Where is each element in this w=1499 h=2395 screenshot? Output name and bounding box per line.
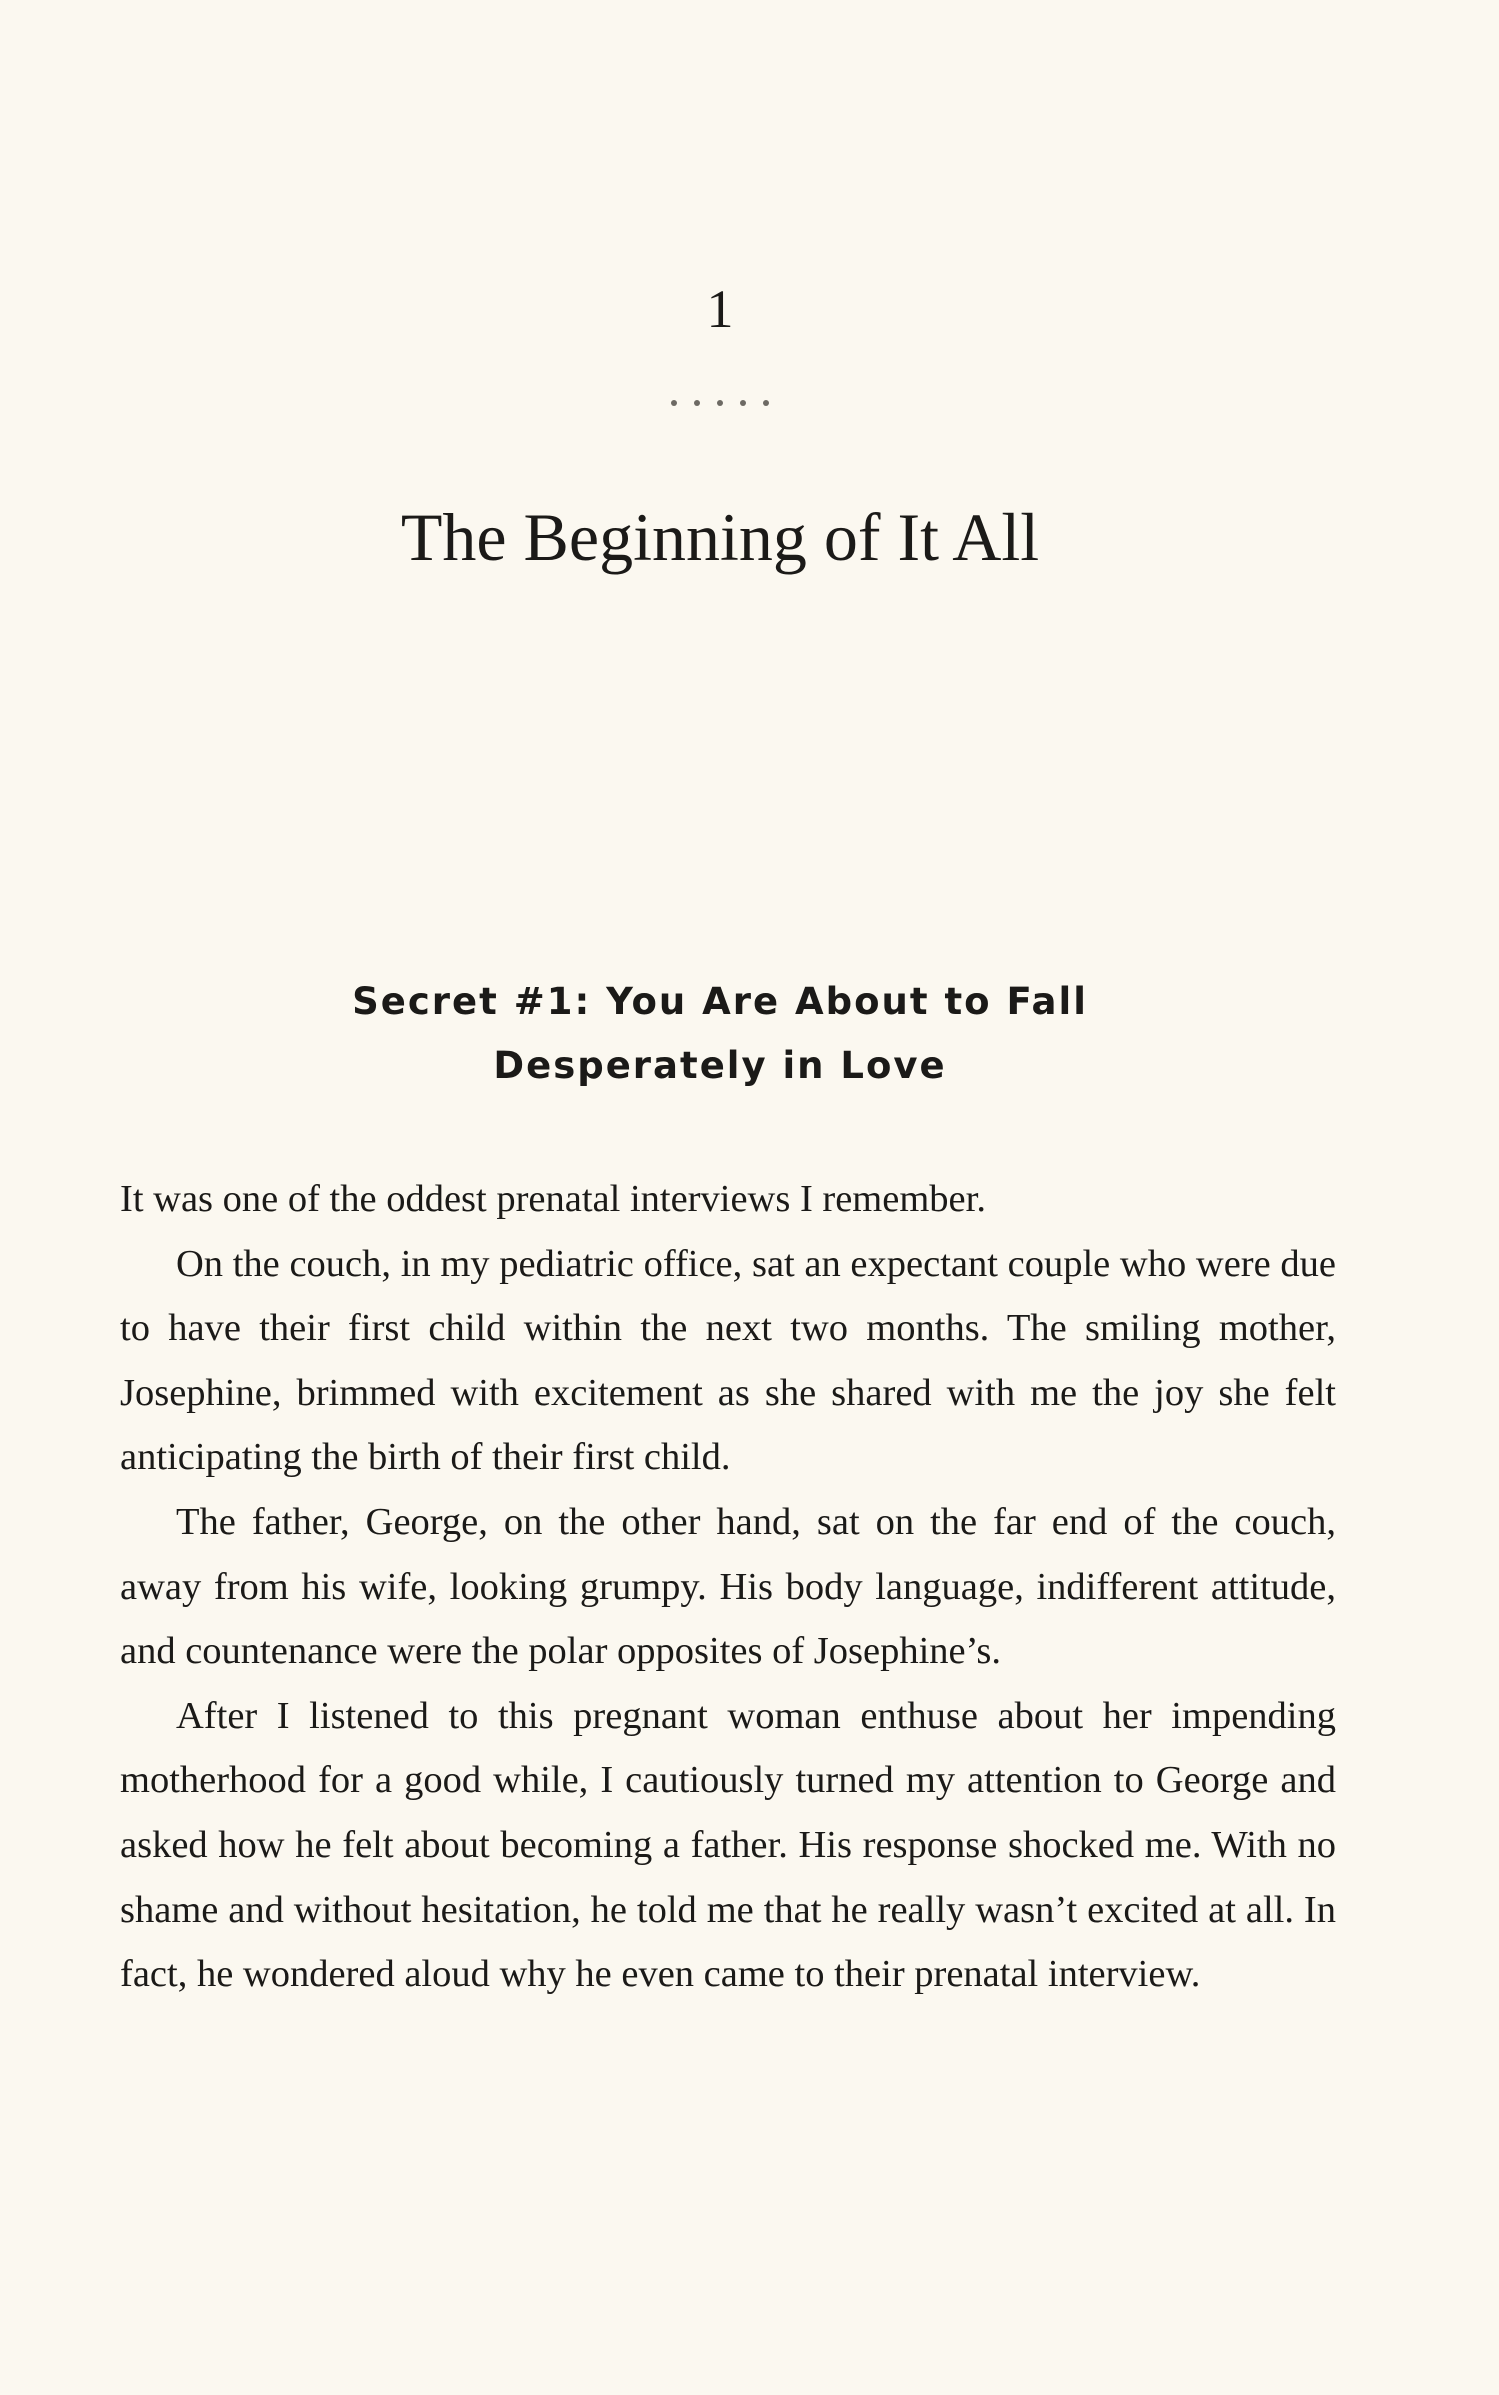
ornament-dot xyxy=(717,400,723,406)
ornament-dot xyxy=(671,400,677,406)
ornament-dot xyxy=(740,400,746,406)
section-heading-line-2: Desperately in Love xyxy=(493,1044,947,1087)
paragraph-4: After I listened to this pregnant woman enthuse about her impending motherhood for a good while, I cautiously turned my attention to George and asked how he felt about becoming a father. His response shocked me. With no shame and without hesitation, he told me that he really wasn’t excited at all. In fact, he wondered aloud why he even came to their prenatal interview. xyxy=(120,1694,1336,1996)
section-heading-line-1: Secret #1: You Are About to Fall xyxy=(352,980,1088,1023)
section-heading xyxy=(0,970,1440,1098)
paragraph-1: It was one of the oddest prenatal interviews I remember. xyxy=(120,1178,986,1220)
paragraph-2: On the couch, in my pediatric office, sat an expectant couple who were due to have their first child within the next two months. The smiling mother, Josephine, brimmed with excitement as she shared with me the joy she felt anticipating the birth of their first child. xyxy=(120,1242,1336,1479)
ornament-dot xyxy=(763,400,769,406)
chapter-number: 1 xyxy=(706,279,734,339)
chapter-ornament xyxy=(0,400,1440,406)
body-text xyxy=(120,1167,1336,2007)
chapter-title: The Beginning of It All xyxy=(400,499,1040,575)
paragraph-3: The father, George, on the other hand, sat on the far end of the couch, away from his wife, looking grumpy. His body language, indifferent attitude, and countenance were the polar opposites of Josephine’s. xyxy=(120,1500,1336,1673)
ornament-dot xyxy=(694,400,700,406)
